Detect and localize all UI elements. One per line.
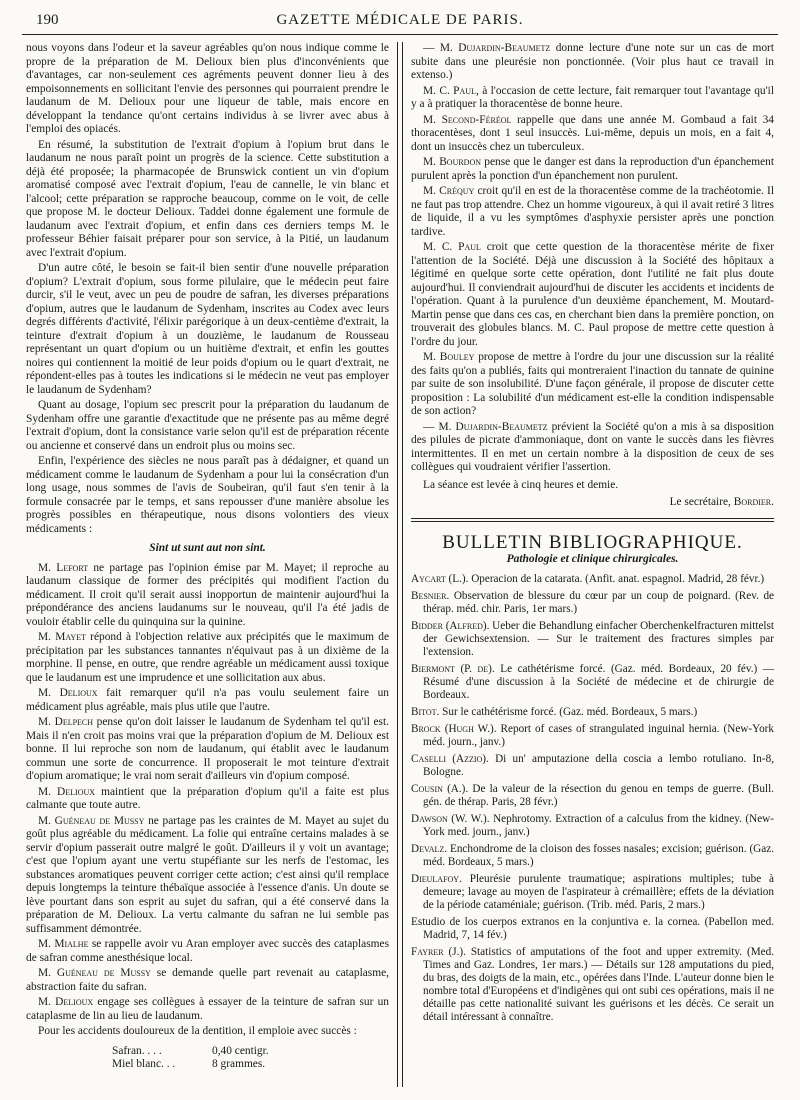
speaker-paragraph (26, 815, 389, 937)
speaker-paragraph (26, 938, 389, 965)
speaker-name: M. Guéneau de Mussy (38, 967, 151, 979)
bib-author: Biermont (P. de). (411, 662, 495, 675)
speaker-paragraph (411, 421, 774, 475)
speaker-name: M. Delpech (38, 716, 94, 728)
bib-text: Sur le cathétérisme forcé. (Gaz. méd. Bordeaux, 5 mars.) (439, 705, 698, 718)
section-divider (411, 518, 774, 522)
paragraph: Pour les accidents douloureux de la dentition, il emploie avec succès : (38, 1025, 357, 1037)
paragraph: Enfin, l'expérience des siècles ne nous paraît pas à dédaigner, et quand un médicament comme le laudanum de Sydenham a pour lui la consécration d'un long usage, nous sommes de l'avis de Soubeiran, qu'il faut s'en tenir à la formule consacrée par le temps, et sans repousser d'une manière absolue les progrès possibles en thérapeutique, nous disons volontiers des vieux médicaments : (26, 455, 389, 535)
bulletin-subtitle: Pathologie et clinique chirurgicales. (506, 553, 679, 565)
ingredient-name: Safran. . . . (112, 1044, 162, 1057)
ingredient-qty: 0,40 centigr. (212, 1044, 269, 1057)
speaker-paragraph (26, 996, 389, 1023)
speaker-paragraph (411, 241, 774, 349)
latin-motto: Sint ut sunt aut non sint. (149, 542, 266, 554)
speaker-name: M. Delioux (38, 996, 94, 1008)
paragraph: nous voyons dans l'odeur et la saveur agréables qu'on nous indique comme le propre de la préparation de M. Delioux bien plus d'inconvénients que d'avantages, car non-seulement ces agréments peuvent donner lieu à des empoisonnements en sollicitant l'envie des personnes qui pourraient prendre le laudanum de M. Delioux pour une liqueur de table, mais encore en développant la tendance qu'ont certains individus à se livrer avec abus à l'emploi des opiacés. (26, 42, 389, 135)
page-header (22, 10, 778, 32)
bib-text: Nephrotomy. Extraction of a calculus from the kidney. (New-York med. journ., janv.) (423, 812, 774, 838)
prescription-row (112, 1045, 389, 1059)
speaker-paragraph (411, 42, 774, 83)
signature-name: Bordier. (733, 496, 774, 508)
bibliography-entry (411, 620, 774, 659)
speaker-paragraph (26, 786, 389, 813)
bib-text: Ueber die Behandlung einfacher Oberchenkelfracturen mittelst der Gewichsextension. — Sur le traitement des fractures simples par l'extension. (423, 619, 774, 658)
column-divider (397, 42, 403, 1087)
speaker-text: fait remarquer qu'il n'a pas voulu seulement faire un médicament plus agréable, mais plus utile que l'autre. (26, 687, 389, 713)
bibliography-entry (411, 663, 774, 702)
signature (411, 496, 774, 510)
speaker-paragraph (26, 967, 389, 994)
speaker-text: ne partage pas l'opinion émise par M. Mayet; il reproche au laudanum classique de former des précipités qui modifient l'action du médicament. Il croit qu'il serait aussi inopportun de maintenir aujourd'hui la prépondérance des anciens laudanums sur le nouveau, qu'il l'a été jadis de vouloir établir celle du quinquina sur la quinine. (26, 561, 389, 628)
bib-author: Devalz. (411, 842, 448, 855)
speaker-paragraph (411, 351, 774, 419)
speaker-name: M. Bouley (423, 351, 475, 363)
speaker-text: se demande quelle part revenait au cataplasme, abstraction faite du safran. (26, 967, 390, 993)
speaker-text: engage ses collègues à essayer de la teinture de safran sur un cataplasme de lin au lieu de laudanum. (26, 996, 389, 1022)
bulletin-title: BULLETIN BIBLIOGRAPHIQUE. (442, 531, 743, 553)
bibliography-entry (411, 916, 774, 942)
bib-text: Enchondrome de la cloison des fosses nasales; excision; guérison. (Gaz. méd. Bordeaux, 5 mars.) (423, 842, 774, 868)
speaker-name: M. C. Paul, (423, 84, 479, 97)
speaker-text: pense qu'on doit laisser le laudanum de Sydenham tel qu'il est. Mais il n'en croit pas moins vrai que la préparation d'opium de M. Delioux est bonne. Il lui reproche son nom de laudanum, qui établit avec le laudanum commun une sorte de concurrence. Il proposerait le mot teinture d'extrait d'opium aromatique; le vrai nom serait d'ailleurs vin d'opium composé. (26, 716, 390, 782)
bibliography-entry (411, 723, 774, 749)
bib-author: Bidder (Alfred). (411, 619, 490, 632)
speaker-text: croit qu'il en est de la thoracentèse comme de la trachéotomie. Il ne faut pas trop attendre. Chez un homme vigoureux, à qui il avait retiré 3 litres de liquide, il a vu les symptômes d'asphyxie persister après une ponction tardive. (411, 185, 774, 238)
speaker-name: M. Créquy (423, 185, 475, 197)
speaker-name: M. C. Paul (423, 241, 481, 253)
bib-author: Dawson (W. W.). (411, 812, 490, 825)
bibliography-entry (411, 590, 774, 616)
speaker-paragraph (411, 185, 774, 239)
prescription-row (112, 1058, 389, 1072)
ingredient-name: Miel blanc. . . (112, 1058, 176, 1070)
bib-text: Report of cases of strangulated inguinal hernia. (New-York méd. journ., janv.) (423, 722, 774, 748)
speaker-name: M. Mayet (38, 631, 86, 643)
speaker-text: rappelle que dans une année M. Gombaud a fait 34 thoracentèses, dont 1 seul insuccès. Lui-même, depuis un mois, en a fait 4, dont un insuccès chez un tuberculeux. (411, 113, 774, 153)
bib-text: Le cathétérisme forcé. (Gaz. méd. Bordeaux, 20 fév.) — Résumé d'une discussion à la Société de médecine et de chirurgie de Bordeaux. (423, 662, 775, 701)
bib-author: Aycart (L.). (411, 572, 469, 585)
speaker-name: — M. Dujardin-Beaumetz (423, 42, 551, 54)
bib-author: Dieulafoy. (411, 872, 462, 885)
speaker-paragraph (26, 562, 389, 630)
speaker-paragraph (26, 716, 389, 784)
speaker-text: répond à l'objection relative aux précipités que le maximum de précipitation par les substances tannantes n'équivaut pas à un dixième de la morphine. Il pense, en outre, que rendre agréable un médicament aussi toxique que le laudanum est une imprudence et une sollicitation aux abus. (26, 631, 390, 684)
bib-text: Estudio de los cuerpos extranos en la conjuntiva e. la cornea. (Pabellon med. Madrid, 7, 14 fév.) (411, 915, 774, 941)
bib-text: Pleurésie purulente traumatique; aspirations multiples; tube à demeure; lavage au moyen de l'aspirateur à crémaillère; effets de la déviation de la période cataméniale; guérison. (Trib. méd. Paris, 2 mars.) (423, 872, 774, 911)
bibliography-entry (411, 783, 774, 809)
speaker-name: M. Delioux (38, 785, 96, 798)
bibliography-list (411, 573, 774, 1024)
page-number: 190 (36, 12, 59, 28)
right-column (411, 42, 774, 1028)
speaker-text: ne partage pas les craintes de M. Mayet au sujet du goût plus agréable du médicament. La folie qui entraîne certains malades à se servir d'opium passerait outre malgré le goût. D'ailleurs il y voit un avantage; c'est que l'opium ayant une vertu stupéfiante sur les nerfs de l'estomac, les substances aromatiques peuvent corriger cette action; c'est ainsi qu'il remplace depuis longtemps la teinture thébaïque associée à l'essence d'anis. Un doute se lève pourtant dans son esprit au sujet du safran, qui a été conservé dans la préparation de M. Delioux. La vertu calmante du safran ne lui semble pas suffisamment démontrée. (26, 814, 390, 935)
paragraph: En résumé, la substitution de l'extrait d'opium à l'opium brut dans le laudanum ne nous paraît point un progrès de la science. Cette substitution a déjà été proposée; la pharmacopée de Brunswick contient un vin d'opium aromatisé composé avec l'extrait d'opium, l'eau de cannelle, le vin blanc et l'alcool; cette préparation se rapproche beaucoup, comme on le voit, de celle que propose M. le docteur Delioux. Taddei donne également une formule de laudanum avec l'extrait d'opium, et enfin dans ces derniers temps M. le professeur Béhier faisait préparer pour son service, à la Pitié, un laudanum avec l'extrait d'opium. (26, 138, 389, 259)
paragraph: D'un autre côté, le besoin se fait-il bien sentir d'une nouvelle préparation d'opium? L'extrait d'opium, sous forme pilulaire, que le médecin peut faire durcir, s'il le veut, avec un peu de poudre de safran, les diverses préparations d'opium, autres que le laudanum de Sydenham, inscrites au Codex avec leurs degrés différents d'activité, l'élixir parégorique à un deux-centième d'extrait, la teinture d'extrait d'opium à un douzième, le laudanum de Rousseau représentant un quart d'opium ou un huitième d'extrait, et enfin les gouttes noires qui contiennent la moitié de leur poids d'opium ou le quart d'extrait, ne répondent-elles pas à toutes les indications si le médecin ne veut pas employer le laudanum de Sydenham? (26, 262, 389, 396)
bibliography-entry (411, 753, 774, 779)
bibliography-entry (411, 813, 774, 839)
left-column (26, 42, 389, 1072)
bib-author: Cousin (A.). (411, 782, 469, 795)
paragraph: Quant au dosage, l'opium sec prescrit pour la préparation du laudanum de Sydenham offre une garantie d'exactitude que ne présente pas au même degré l'extrait d'opium, dont la consistance varie selon qu'il est de préparation récente ou ancienne et conservé dans un endroit plus ou moins sec. (26, 399, 389, 452)
journal-title: GAZETTE MÉDICALE DE PARIS. (276, 12, 524, 28)
ingredient-qty: 8 grammes. (212, 1058, 266, 1070)
bib-text: Di un' amputazione della coscia a lembo rotuliano. In-8, Bologne. (423, 752, 774, 778)
speaker-name: M. Lefort (38, 561, 89, 574)
bib-text: Operacion de la catarata. (Anfit. anat. espagnol. Madrid, 28 févr.) (468, 572, 765, 585)
bibliography-entry (411, 843, 774, 869)
speaker-paragraph (411, 85, 774, 112)
bib-author: Bitot. (411, 705, 440, 718)
speaker-paragraph (26, 687, 389, 714)
speaker-text: prévient la Société qu'on a mis à sa disposition des pilules de picrate d'ammoniaque, dont on vante le succès dans les fièvres intermittentes. Il en met un certain nombre à la disposition de ceux de ses collègues qui voudraient vérifier l'assertion. (411, 420, 774, 473)
speaker-paragraph (26, 631, 389, 685)
bib-text: Observation de blessure du cœur par un coup de poignard. (Rev. de thérap. méd. chir. Paris, 1er mars.) (423, 589, 774, 615)
speaker-text: propose de mettre à l'ordre du jour une discussion sur la réalité des faits qu'on a publiés, faits qui montreraient l'inaction du tannate de quinine par suite de son insolubilité. D'une façon générale, il propose de discuter cette proposition : La solubilité d'un médicament est-elle la condition indispensable de son action? (411, 351, 774, 417)
bib-text: De la valeur de la résection du genou en temps de guerre. (Bull. gén. de thérap. Paris, 28 févr.) (423, 782, 774, 808)
header-rule (22, 34, 778, 35)
bib-author: Besnier. (411, 589, 450, 602)
speaker-name: M. Guéneau de Mussy (38, 814, 145, 827)
speaker-text: à l'occasion de cette lecture, fait remarquer tout l'avantage qu'il y a à pratiquer la thoracentèse de bonne heure. (411, 84, 774, 110)
session-closing: La séance est levée à cinq heures et demie. (423, 478, 619, 491)
speaker-paragraph (411, 114, 774, 155)
bib-author: Brock (Hugh W.). (411, 722, 497, 735)
speaker-text: croit que cette question de la thoracentèse mérite de fixer l'attention de la Société. Déjà une discussion à la Société des hôpitaux a légitimé en quelque sorte cette opération, dont l'utilité ne fait plus doute aujourd'hui. Il conviendrait aujourd'hui de discuter les accidents et incidents de l'opération. Quant à la purulence d'un deuxième épanchement, M. Moutard-Martin pense que dans ces cas, en cherchant bien dans la première ponction, on trouverait des globules blancs. M. C. Paul propose de mettre cette question à l'ordre du jour. (411, 241, 774, 348)
signature-prefix: Le secrétaire, (669, 496, 731, 508)
bib-author: Fayrer (J.). (411, 945, 466, 958)
bibliography-entry (411, 706, 774, 719)
bibliography-entry (411, 946, 774, 1024)
speaker-name: M. Mialhe (38, 938, 89, 950)
speaker-text: se rappelle avoir vu Aran employer avec succès des cataplasmes de safran comme anesthésique local. (26, 938, 389, 964)
bib-author: Caselli (Azzio). (411, 752, 489, 765)
bibliography-entry (411, 573, 774, 586)
speaker-text: maintient que la préparation d'opium qu'il a faite est plus calmante que toute autre. (26, 785, 389, 811)
speaker-name: — M. Dujardin-Beaumetz (423, 420, 548, 433)
prescription (112, 1045, 389, 1072)
speaker-paragraph (411, 156, 774, 183)
speaker-name: M. Bourdon (423, 156, 482, 168)
speaker-name: M. Delioux (38, 687, 98, 699)
bib-text: Statistics of amputations of the foot and upper extremity. (Med. Times and Gaz. Londres, 1er mars.) — Détails sur 128 amputations du pied, du bras, des doigts de la main, etc., opérées dans l'Inde. L'auteur donne bien le nombre total d'Européens et d'indigènes qui ont subi ces opérations, mais il ne détaille pas cette nationalité suivant les guérisons et les décès. Ce serait un détail intéressant à connaître. (423, 945, 775, 1023)
speaker-text: pense que le danger est dans la reproduction d'un épanchement purulent après la ponction d'un épanchement non purulent. (411, 156, 774, 182)
speaker-name: M. Second-Féréol (423, 113, 512, 126)
speaker-text: donne lecture d'une note sur un cas de mort subite dans une pleurésie non ponctionnée. (Voir plus haut ce travail in extenso.) (411, 42, 774, 81)
bibliography-entry (411, 873, 774, 912)
